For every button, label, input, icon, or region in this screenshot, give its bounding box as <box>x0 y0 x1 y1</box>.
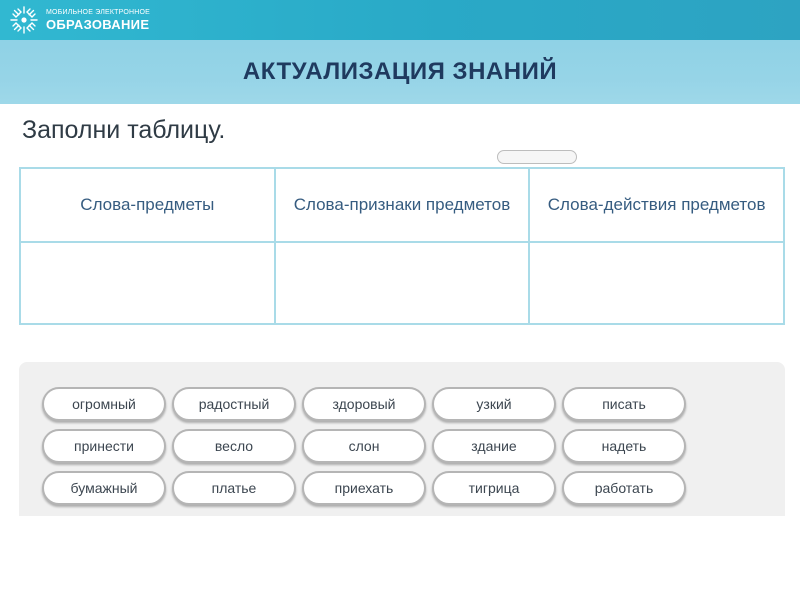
drop-zone-nouns[interactable] <box>20 242 275 324</box>
hidden-button[interactable] <box>497 150 577 164</box>
word-bank <box>19 362 785 516</box>
answer-table <box>19 167 785 325</box>
drop-zone-adjectives[interactable] <box>275 242 530 324</box>
word-chip[interactable]: надеть <box>562 429 686 463</box>
word-chip-grid <box>42 387 686 505</box>
word-chip[interactable]: огромный <box>42 387 166 421</box>
word-chip[interactable]: бумажный <box>42 471 166 505</box>
title-band <box>0 40 800 104</box>
word-chip[interactable]: работать <box>562 471 686 505</box>
page-title: АКТУАЛИЗАЦИЯ ЗНАНИЙ <box>242 58 558 85</box>
column-header-verbs: Слова-действия предметов <box>529 168 784 242</box>
word-chip[interactable]: узкий <box>432 387 556 421</box>
top-bar <box>0 0 800 40</box>
word-chip[interactable]: писать <box>562 387 686 421</box>
logo <box>8 4 150 36</box>
word-chip[interactable]: слон <box>302 429 426 463</box>
word-chip[interactable]: платье <box>172 471 296 505</box>
logo-icon <box>8 4 40 36</box>
word-chip[interactable]: радостный <box>172 387 296 421</box>
word-chip[interactable]: здоровый <box>302 387 426 421</box>
logo-line1: МОБИЛЬНОЕ ЭЛЕКТРОННОЕ <box>46 9 151 16</box>
logo-text <box>46 9 150 31</box>
logo-line2: ОБРАЗОВАНИЕ <box>46 17 150 32</box>
word-chip[interactable]: весло <box>172 429 296 463</box>
word-chip[interactable]: здание <box>432 429 556 463</box>
column-header-nouns: Слова-предметы <box>20 168 275 242</box>
column-header-adjectives: Слова-признаки предметов <box>275 168 530 242</box>
word-chip[interactable]: приехать <box>302 471 426 505</box>
drop-zone-verbs[interactable] <box>529 242 784 324</box>
instruction-text: Заполни таблицу. <box>22 116 226 144</box>
word-chip[interactable]: принести <box>42 429 166 463</box>
word-chip[interactable]: тигрица <box>432 471 556 505</box>
